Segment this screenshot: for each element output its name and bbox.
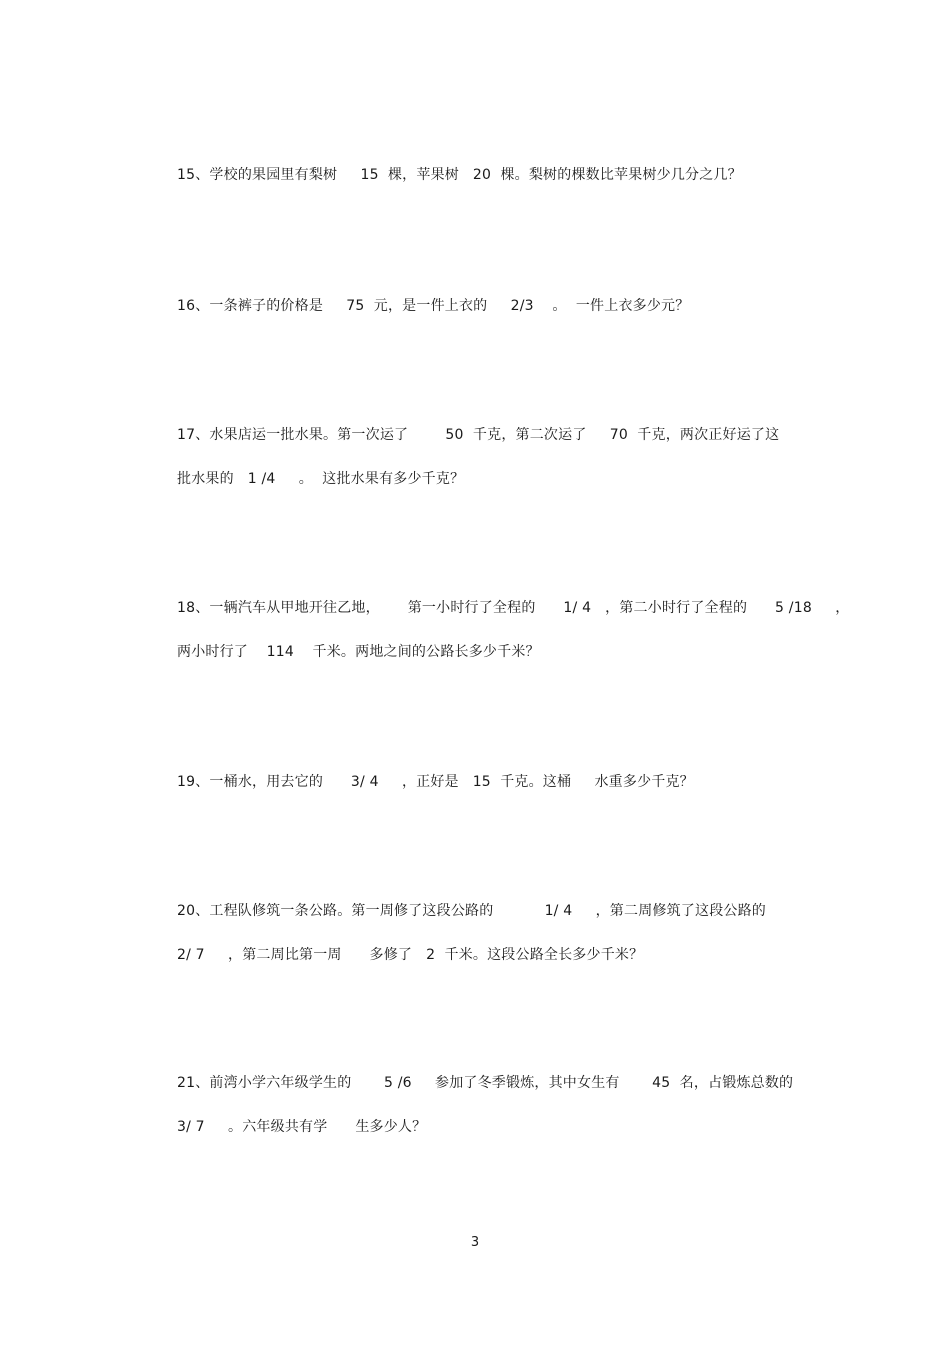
- problem-15-line-1: 15、学校的果园里有梨树 15 棵，苹果树 20 棵。梨树的棵数比苹果树少几分之几？: [177, 167, 742, 183]
- problem-19-line-1: 19、一桶水，用去它的 3/ 4 ，正好是 15 千克。这桶 水重多少千克？: [177, 774, 694, 790]
- problem-17-line-1: 17、水果店运一批水果。第一次运了 50 千克，第二次运了 70 千克，两次正好运了这: [177, 427, 780, 443]
- problem-16-line-1: 16、一条裤子的价格是 75 元，是一件上衣的 2/3 。 一件上衣多少元？: [177, 298, 690, 314]
- problem-21-line-1: 21、前湾小学六年级学生的 5 /6 参加了冬季锻炼，其中女生有 45 名，占锻炼总数的: [177, 1075, 794, 1091]
- problem-18-line-2: 两小时行了 114 千米。两地之间的公路长多少千米？: [177, 644, 540, 660]
- problem-20-line-1: 20、工程队修筑一条公路。第一周修了这段公路的 1/ 4 ，第二周修筑了这段公路的: [177, 903, 766, 919]
- problem-18-line-1: 18、一辆汽车从甲地开往乙地， 第一小时行了全程的 1/ 4 ，第二小时行了全程的 5 /18 ，: [177, 600, 850, 616]
- problem-17-line-2: 批水果的 1 /4 。 这批水果有多少千克？: [177, 471, 465, 487]
- problem-21-line-2: 3/ 7 。六年级共有学 生多少人？: [177, 1119, 427, 1135]
- page-number: 3: [470, 1235, 480, 1250]
- problem-20-line-2: 2/ 7 ，第二周比第一周 多修了 2 千米。这段公路全长多少千米？: [177, 947, 644, 963]
